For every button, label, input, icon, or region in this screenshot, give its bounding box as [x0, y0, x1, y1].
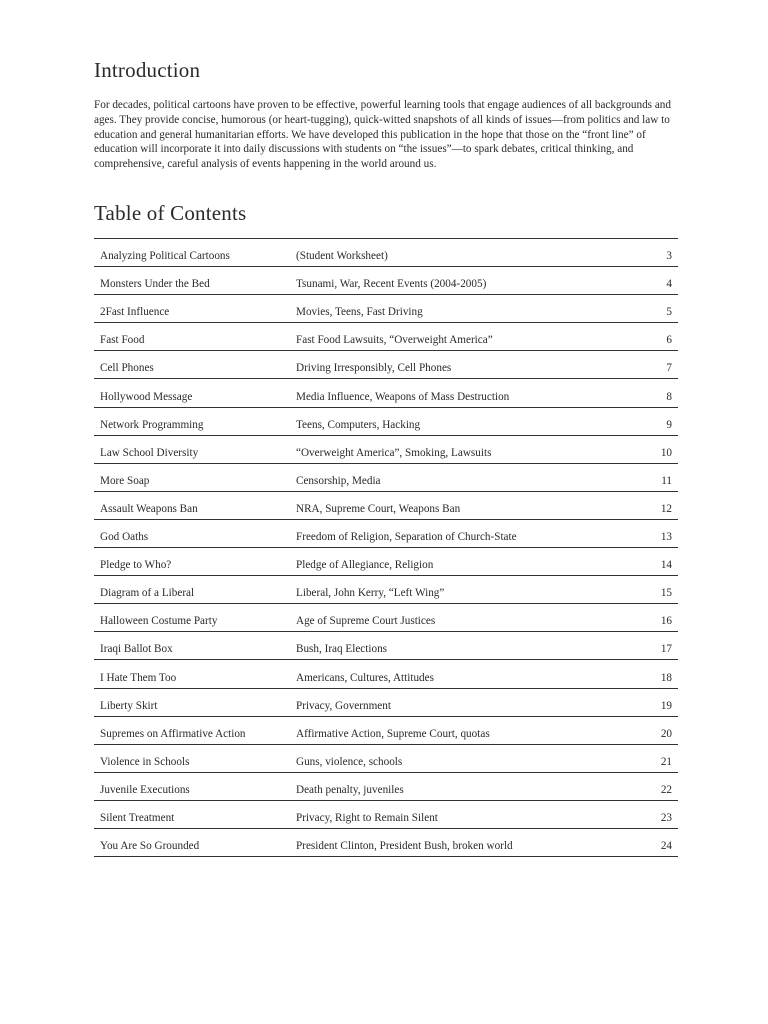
toc-entry-topics: Tsunami, War, Recent Events (2004-2005) [296, 278, 487, 291]
toc-entry-topics: NRA, Supreme Court, Weapons Ban [296, 502, 461, 515]
toc-entry-page: 23 [660, 811, 672, 824]
toc-entry-page: 18 [660, 671, 672, 684]
toc-row [94, 408, 678, 436]
toc-entry-title: Hollywood Message [100, 390, 193, 403]
toc-entry-topics: Media Influence, Weapons of Mass Destruction [296, 390, 510, 403]
toc-entry-title: Law School Diversity [100, 446, 199, 459]
toc-entry-title: Violence in Schools [100, 755, 190, 768]
toc-row [94, 323, 678, 351]
toc-entry-topics: Age of Supreme Court Justices [296, 615, 436, 628]
toc-entry-page: 14 [660, 559, 672, 572]
toc-row [94, 745, 678, 773]
toc-row [94, 773, 678, 801]
toc-entry-topics: Pledge of Allegiance, Religion [296, 559, 434, 572]
toc-row [94, 464, 678, 492]
toc-entry-title: Supremes on Affirmative Action [100, 727, 246, 740]
toc-entry-page: 7 [666, 362, 672, 375]
toc-entry-title: Monsters Under the Bed [100, 278, 210, 291]
toc-entry-topics: Driving Irresponsibly, Cell Phones [296, 362, 452, 375]
toc-entry-topics: Affirmative Action, Supreme Court, quotas [296, 727, 490, 740]
toc-entry-topics: Fast Food Lawsuits, “Overweight America” [296, 334, 493, 347]
toc-row [94, 548, 678, 576]
toc-entry-topics: Movies, Teens, Fast Driving [296, 306, 423, 319]
toc-entry-topics: Liberal, John Kerry, “Left Wing” [296, 587, 445, 600]
toc-row [94, 604, 678, 632]
toc-row [94, 829, 678, 857]
toc-entry-page: 17 [660, 643, 672, 656]
toc-entry-page: 13 [660, 531, 672, 544]
toc-entry-page: 5 [666, 306, 672, 319]
toc-entry-title: Iraqi Ballot Box [100, 643, 173, 656]
toc-entry-page: 12 [660, 502, 672, 515]
toc-entry-title: Network Programming [100, 418, 204, 431]
toc-entry-title: More Soap [100, 474, 150, 487]
toc-row [94, 689, 678, 717]
toc-entry-page: 6 [666, 334, 672, 347]
toc-heading: Table of Contents [94, 201, 247, 225]
toc-entry-title: Cell Phones [100, 362, 154, 375]
toc-entry-page: 9 [666, 418, 672, 431]
toc-entry-title: God Oaths [100, 531, 149, 544]
toc-entry-page: 3 [666, 250, 672, 263]
toc-entry-page: 8 [666, 390, 672, 403]
toc-row [94, 576, 678, 604]
toc-entry-title: Liberty Skirt [100, 699, 158, 712]
toc-entry-topics: Censorship, Media [296, 474, 381, 487]
toc-entry-page: 10 [660, 446, 672, 459]
toc-entry-title: 2Fast Influence [100, 306, 170, 319]
toc-entry-topics: (Student Worksheet) [296, 250, 388, 263]
toc-entry-title: Halloween Costume Party [100, 615, 218, 628]
toc-row [94, 660, 678, 688]
toc-entry-title: I Hate Them Too [100, 671, 177, 684]
toc-entry-title: Silent Treatment [100, 811, 175, 824]
toc-row [94, 239, 678, 267]
toc-row [94, 436, 678, 464]
toc-entry-page: 11 [661, 474, 672, 487]
toc-entry-page: 4 [666, 278, 672, 291]
toc-entry-title: Analyzing Political Cartoons [100, 250, 230, 263]
toc-entry-topics: “Overweight America”, Smoking, Lawsuits [296, 446, 492, 459]
toc-row [94, 379, 678, 407]
toc-row [94, 520, 678, 548]
introduction-paragraph: For decades, political cartoons have proven to be effective, powerful learning tools that engage audiences of all backgrounds and ages. They provide concise, humorous (or heart-tugging), quick-witted snapshots of all kinds of issues—from politics and law to education and general humanitarian efforts. We have developed this publication in the hope that those on the “front line” of education will incorporate it into daily discussions with students on “the issues”—to spark debates, critical thinking, and comprehensive, careful analysis of events happening in the world around us. [94, 99, 671, 171]
toc-table [94, 238, 678, 857]
toc-entry-page: 16 [660, 615, 672, 628]
toc-entry-page: 24 [660, 840, 672, 853]
toc-entry-topics: President Clinton, President Bush, broken world [296, 840, 513, 853]
toc-entry-title: Assault Weapons Ban [100, 502, 198, 515]
toc-entry-topics: Bush, Iraq Elections [296, 643, 388, 656]
toc-row [94, 632, 678, 660]
toc-row [94, 295, 678, 323]
toc-entry-page: 21 [660, 755, 672, 768]
toc-entry-title: Juvenile Executions [100, 783, 190, 796]
toc-row [94, 267, 678, 295]
toc-entry-page: 19 [660, 699, 672, 712]
toc-row [94, 717, 678, 745]
toc-entry-topics: Freedom of Religion, Separation of Church-State [296, 531, 517, 544]
toc-entry-page: 20 [660, 727, 672, 740]
toc-entry-topics: Teens, Computers, Hacking [296, 418, 421, 431]
toc-entry-title: Diagram of a Liberal [100, 587, 195, 600]
introduction-heading: Introduction [94, 58, 201, 82]
toc-entry-page: 22 [660, 783, 672, 796]
toc-row [94, 492, 678, 520]
toc-entry-topics: Privacy, Government [296, 699, 391, 712]
toc-entry-topics: Americans, Cultures, Attitudes [296, 671, 434, 684]
toc-entry-topics: Death penalty, juveniles [296, 783, 404, 796]
toc-row [94, 351, 678, 379]
toc-entry-topics: Guns, violence, schools [296, 755, 403, 768]
toc-entry-topics: Privacy, Right to Remain Silent [296, 811, 438, 824]
toc-row [94, 801, 678, 829]
toc-entry-title: Fast Food [100, 334, 145, 347]
toc-entry-title: You Are So Grounded [100, 840, 200, 853]
toc-entry-page: 15 [660, 587, 672, 600]
toc-entry-title: Pledge to Who? [100, 559, 172, 572]
